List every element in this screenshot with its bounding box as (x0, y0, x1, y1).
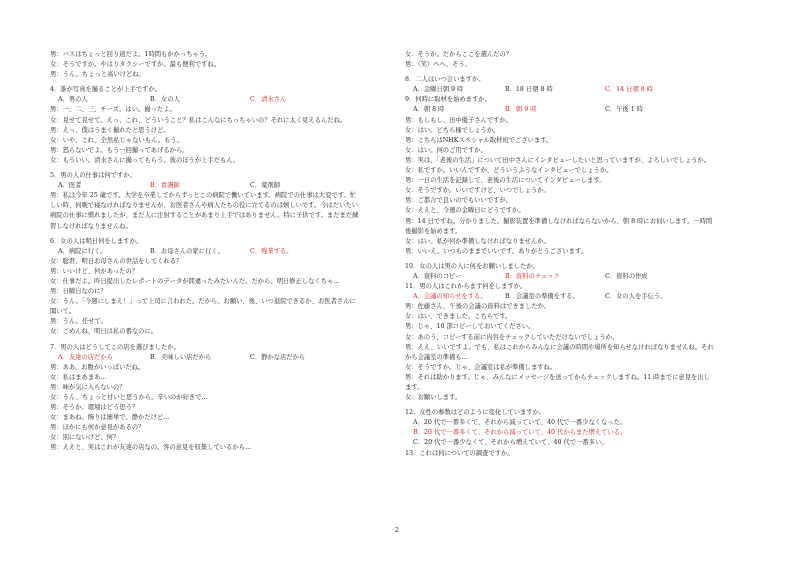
answer-option: A．朝 8 時 (413, 106, 445, 114)
text-line: 男：いいけど、何があったの？ (50, 267, 139, 275)
text-line: 女：はい、できました。こちらです。 (405, 313, 512, 321)
text-line: 女：そうですか。やはりタクシーですか。最も便利ですね。 (50, 61, 221, 69)
text-line: 男：うん。任せて。 (50, 318, 107, 326)
correct-answer-option: B．資料のチェック (505, 272, 560, 280)
correct-answer-option: A．友達の店だから (58, 353, 113, 361)
text-line: 女：見せて見せて。えっ、これ、どういうこと？私はこんなにちっちゃいの？それに太く見えるんだね。 (50, 116, 347, 124)
text-line: 女：聡君、明日お母さんの世話をしてくれる？ (50, 257, 183, 265)
answer-option: A．病院に行く。 (58, 247, 107, 255)
answer-option: C．女の人を手伝う。 (605, 293, 667, 301)
text-line: 女：うん、ちょっと甘いと思うから。辛いのが好きで… (50, 394, 208, 401)
correct-answer-option: B．看護師 (150, 182, 180, 190)
text-line: 男：日曜日なのに？ (50, 288, 107, 296)
correct-answer-option: A．会議の知らせをする。 (413, 293, 487, 301)
text-line: 男：そうか。環境はどう思う？ (50, 404, 139, 412)
text-line: 女：そうか。だからここを選んだの？ (405, 51, 513, 58)
answer-option: B．美味しい店だから (150, 353, 212, 361)
text-line: 男：いいえ。いつものままでいいです。ありがとうございます。 (405, 247, 587, 255)
answer-option: C．午後 1 時 (605, 106, 644, 114)
text-line: 男：私は今年 25 歳です。大学を卒業してからずっとこの病院で働いています。病院での仕事は大変です。忙 (50, 192, 357, 200)
answer-option: A．医者 (58, 182, 82, 190)
answer-option: A．資料のコピー (413, 272, 462, 280)
correct-answer-option: C．14 日朝 8 時 (605, 86, 654, 94)
answer-options (405, 85, 750, 95)
text-line: 女：うん。「今週にしまえ！」って上司に言われた。だから、お願い、後、いつ退院できるか、お医者さんに (50, 298, 356, 306)
text-line: 男：一日の生活を記録して、老後の生活についてインタビューします。 (405, 177, 606, 185)
text-line: から会議室の準備も… (405, 353, 468, 361)
text-line: 7．男の人はどうしてこの店を選びましたか。 (50, 343, 180, 351)
text-line: 女：別にないけど、何？ (50, 434, 120, 442)
text-line: 男：ご都合で良いのでもいいですが。 (405, 197, 513, 205)
answer-options (405, 292, 750, 302)
text-line: 12．女性の参数はどのように変化していますか。 (405, 409, 546, 417)
text-line: 9．何時に取材を始めますか。 (405, 96, 491, 104)
text-line: ます。 (405, 384, 424, 391)
text-line: 男：味が気に入らないの？ (50, 383, 126, 391)
text-line: 女：もういい。清水さんに撮ってもらう。彼のほうが上手だもん。 (50, 156, 240, 164)
text-line: 男：もしもし、田中優子さんですか。 (405, 116, 513, 124)
text-line: 女：仕事だよ。昨日提出したレポートのデータが間違ったみたいんだ。だから、明日修正しなくちゃ… (50, 277, 340, 285)
text-line: 4．誰が写真を撮ることが上手ですか。 (50, 86, 162, 94)
text-line: 病院の仕事に慣れましたが、まだ人に注射することがあまり上手ではありません。特に子供です。まだまだ練 (50, 212, 359, 220)
text-line: A．20 代で一番多くて、それから減っていて、40 代で一番少なくなった。 (413, 419, 627, 427)
text-line: 男：うん。ちょっと高いけどね。 (50, 71, 145, 79)
text-line: 男：こちらはNHKスペシャル取材班でございます。 (405, 136, 553, 144)
text-line: 女：いや、これ、全然私じゃないもん。もう。 (50, 136, 183, 144)
answer-options (405, 272, 750, 282)
text-line: 男：えっ、僕はうまく撮れたと思うけど。 (50, 126, 170, 134)
left-column (50, 50, 395, 454)
text-line: 女：はい。どちら様でしょうか。 (405, 126, 500, 134)
answer-options (50, 353, 395, 363)
text-line: 男：（笑）へへ、そう。 (405, 61, 472, 69)
correct-answer-option: B．朝 9 時 (505, 106, 537, 114)
text-line: 男：佐藤さん、午後の会議の資料はできましたか。 (405, 303, 551, 311)
text-line: 6．女の人は明日何をしますか。 (50, 237, 143, 245)
answer-options (50, 247, 395, 257)
answer-option: B．女の人 (150, 96, 180, 104)
text-line: 聞いて。 (50, 308, 76, 316)
answer-option: C．静かな店だから (250, 353, 306, 361)
text-line: C．20 代で一番少なくて、それから増えていて、40 代で一番多い。 (413, 439, 608, 447)
text-line: 女：あのう、コピーする前に内容をチェックしていただけないでしょうか。 (405, 333, 619, 341)
text-line: 女：はい。何のご用ですか。 (405, 146, 487, 154)
text-line: 女：まあね。飾りは簡単で、静かだけど… (50, 414, 170, 422)
correct-answer-option: C．清水さん (250, 96, 287, 104)
text-line: 女：お願いします。 (405, 394, 462, 402)
text-line: 女：はい。私が何か準備しなければなりませんか。 (405, 237, 550, 245)
answer-options (50, 95, 395, 105)
text-line: しい時、何晩で寝なければなりませんが、お医者さんや病人たちの役に立てるのは嬉しいです。今はだいたい (50, 202, 359, 210)
right-column (405, 50, 750, 459)
text-line: 男：ほかにも何か意見があるの？ (50, 424, 145, 432)
text-line: 5．男の人の仕事は何ですか。 (50, 172, 136, 180)
text-line: 11．男の人はこれからまず何をしますか。 (405, 283, 527, 291)
text-line: 女：そうですか。いいですけど、いつでしょうか。 (405, 187, 550, 195)
text-line: 男：じゃ、10 部コピーしておいてください。 (405, 323, 535, 331)
text-line: 習しなければなりませんね。 (50, 222, 132, 230)
text-line: 男：実は、「老後の生活」について田中さんにインタビューしたいと思っていますが、よろしいでしょうか。 (405, 156, 711, 164)
text-line: 男：ええと、実はこれが友達の店なの。客の意見を収集しているから… (50, 444, 252, 452)
text-line: 男：14 日ですね。分かりました。撮影装置を準備しなければならないから、朝 8 時にお伺いします。一時間 (405, 217, 713, 225)
text-line: 10．女の人は男の人に何をお願いしましたか。 (405, 262, 539, 270)
text-line: 男：一、二、三、チーズ。はい。撮ったよ。 (50, 106, 176, 114)
text-line: 男：ええ、いいですよ。でも、私はこれからみんなに会議の時間や場所を知らせなければなりませんね。それ (405, 343, 714, 351)
answer-option: B．お母さんの家に行く。 (150, 247, 224, 255)
page-number: 2 (394, 526, 400, 534)
answer-option: C．薬剤師 (250, 182, 281, 190)
text-line: 男：ああ、お腹がいっぱいだね。 (50, 363, 145, 371)
answer-options (50, 181, 395, 191)
text-line: 男：それは助かります。じゃ、みんなにメッセージを送ってからチェックしますね。11 時までに意見を出し (405, 373, 710, 381)
answer-option: A．男の人 (58, 96, 88, 104)
text-line: 女：ええと、今週の金曜日にどうですか。 (405, 207, 525, 215)
answer-option: B．18 日朝 8 時 (505, 86, 553, 94)
text-line: 男：バスはちょっと回り道だよ。1時間もかかっちゃう。 (50, 51, 212, 58)
text-line: 男：怒らないでよ。もう一回撮ってあげるから。 (50, 146, 189, 154)
answer-option: B．会議室の準備をする。 (505, 293, 579, 301)
text-line: 13．これは何についての調査ですか。 (405, 449, 514, 457)
correct-answer-option: C．残業する。 (250, 247, 293, 255)
text-line: 後撮影を始めます。 (405, 227, 462, 235)
text-line: B．20 代で一番多くて、それから減っていて、40 代からまた増えている。 (413, 429, 627, 437)
answer-options (405, 105, 750, 115)
answer-option: C．資料の作成 (605, 272, 648, 280)
text-line: 8．二人はいつ会いますか。 (405, 76, 485, 84)
answer-option: A．金曜日朝 9 時 (413, 86, 464, 94)
text-line: 女：私はまあまあ… (50, 373, 107, 381)
text-line: 女：私ですか。いいんですが、どういうふうなインタビューでしょうか。 (405, 167, 613, 175)
text-line: 女：そうですか。じゃ、会議室は私が準備しますね。 (405, 363, 557, 371)
text-line: 女：ごめんね、明日は私の番なのに。 (50, 328, 158, 336)
